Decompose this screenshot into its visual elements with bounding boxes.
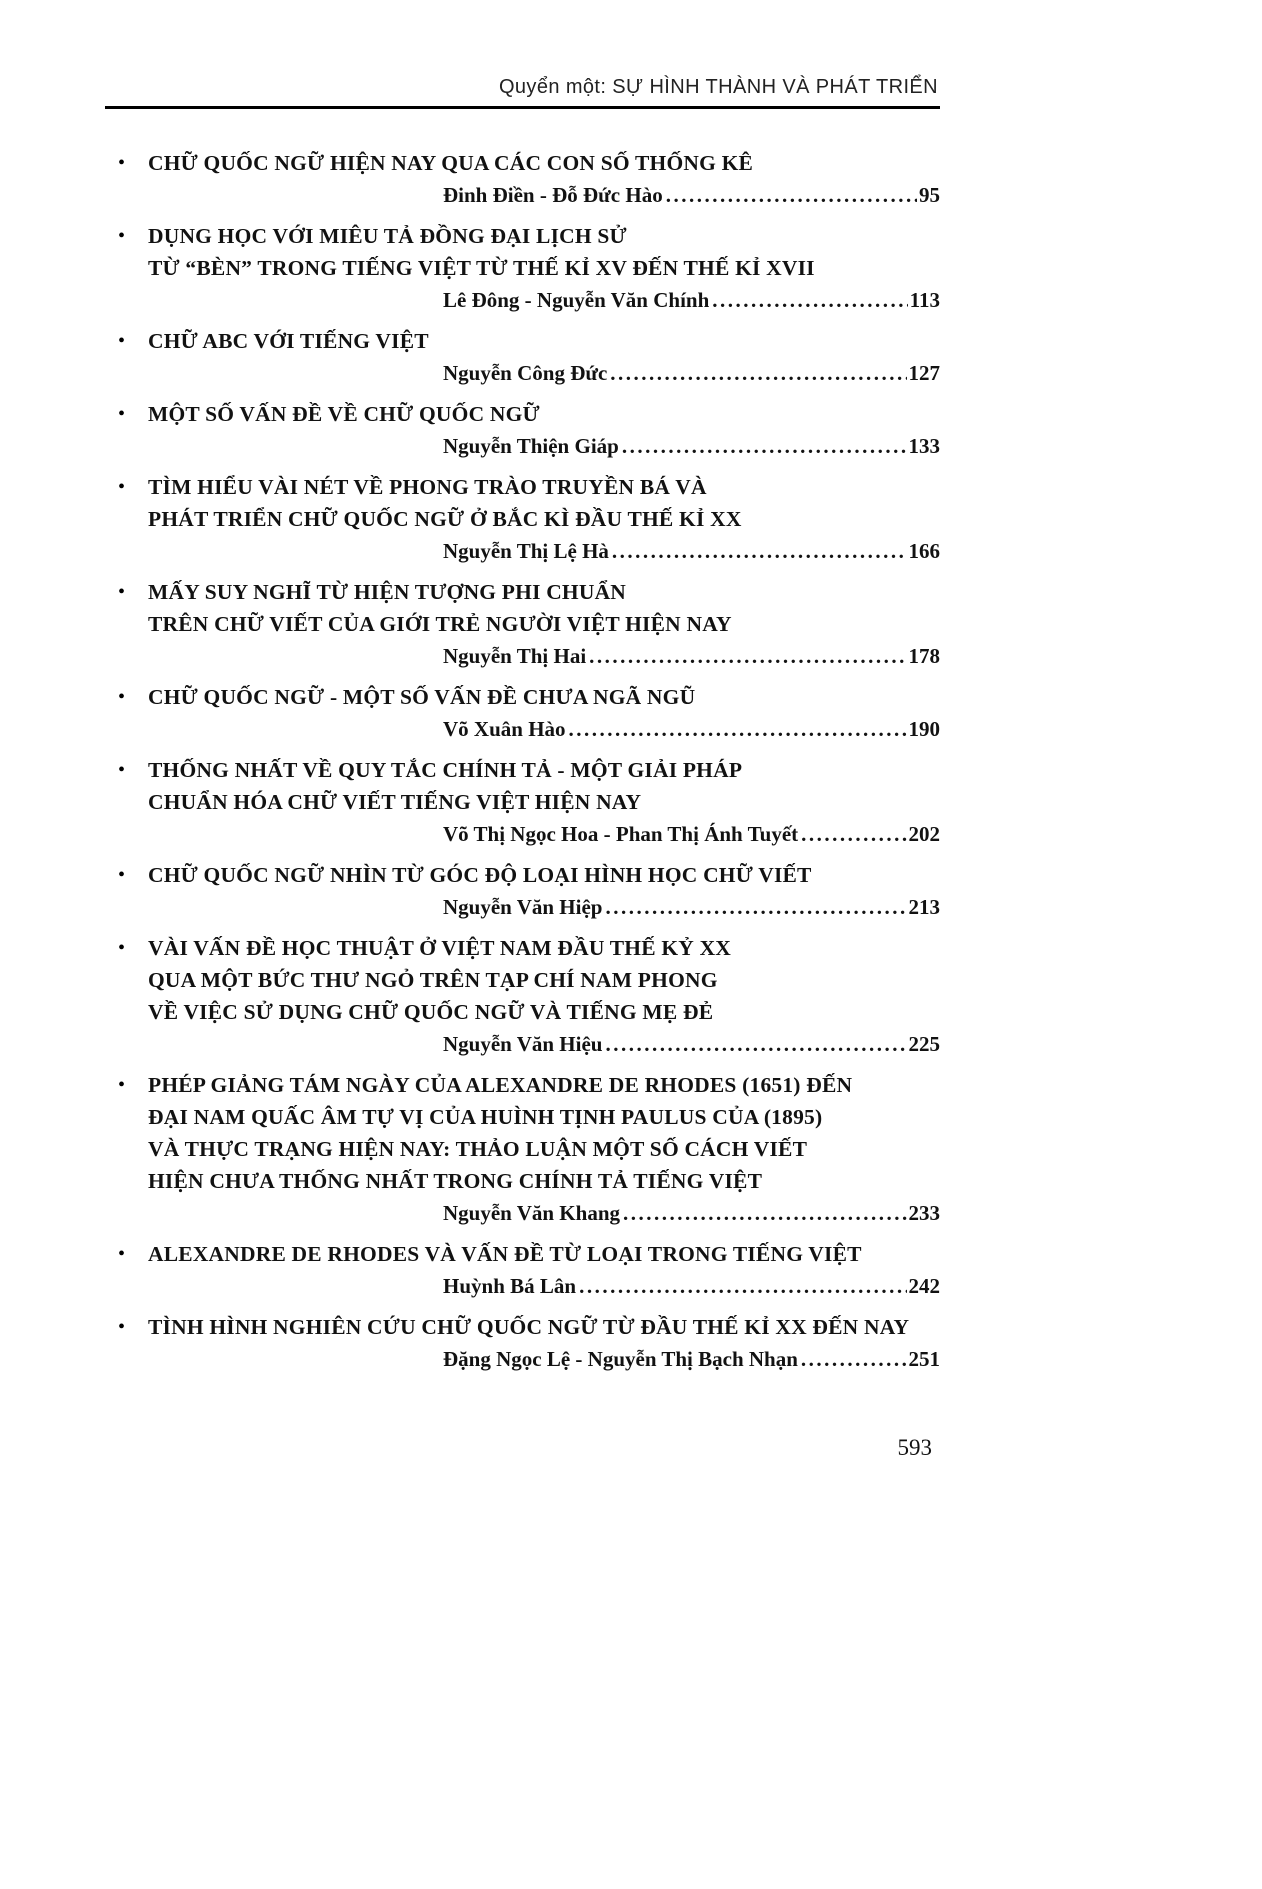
toc-entry: [105, 576, 940, 672]
entry-title: [148, 398, 940, 430]
entry-title-row: [105, 147, 940, 179]
entry-title-line: QUA MỘT BỨC THƯ NGỎ TRÊN TẠP CHÍ NAM PHONG: [148, 968, 718, 992]
entry-author-row: [443, 179, 940, 211]
entry-title-line: TÌNH HÌNH NGHIÊN CỨU CHỮ QUỐC NGỮ TỪ ĐẦU THẾ KỈ XX ĐẾN NAY: [148, 1315, 910, 1339]
toc-entry: [105, 398, 940, 462]
toc-entry: [105, 1311, 940, 1375]
dot-leader: [589, 640, 906, 672]
entry-title: [148, 471, 940, 535]
entry-authors: Võ Xuân Hào: [443, 717, 566, 741]
entry-title: [148, 859, 940, 891]
entry-authors: Nguyễn Văn Hiệu: [443, 1032, 603, 1056]
entry-title-row: [105, 398, 940, 430]
entry-authors: Nguyễn Văn Hiệp: [443, 895, 603, 919]
bullet-icon: •: [118, 1243, 126, 1265]
entry-title: [148, 147, 940, 179]
entry-page-number: 233: [908, 1201, 940, 1225]
entry-page-number: 113: [909, 288, 940, 312]
entry-authors: Huỳnh Bá Lân: [443, 1274, 577, 1298]
entry-authors: Đặng Ngọc Lệ - Nguyễn Thị Bạch Nhạn: [443, 1347, 798, 1371]
entry-title: [148, 576, 940, 640]
entry-title-line: VÀI VẤN ĐỀ HỌC THUẬT Ở VIỆT NAM ĐẦU THẾ KỶ XX: [148, 936, 732, 960]
entry-title-line: DỤNG HỌC VỚI MIÊU TẢ ĐỒNG ĐẠI LỊCH SỬ: [148, 224, 627, 248]
entry-title-line: VỀ VIỆC SỬ DỤNG CHỮ QUỐC NGỮ VÀ TIẾNG MẸ ĐẺ: [148, 1000, 714, 1024]
entry-title-line: MỘT SỐ VẤN ĐỀ VỀ CHỮ QUỐC NGỮ: [148, 402, 540, 426]
entry-title-line: THỐNG NHẤT VỀ QUY TẮC CHÍNH TẢ - MỘT GIẢI PHÁP: [148, 758, 743, 782]
toc-entry: [105, 681, 940, 745]
entry-page-number: 95: [919, 183, 940, 207]
entry-page-number: 166: [908, 539, 940, 563]
entry-title-line: PHÉP GIẢNG TÁM NGÀY CỦA ALEXANDRE DE RHODES (1651) ĐẾN: [148, 1073, 853, 1097]
entry-title-line: ALEXANDRE DE RHODES VÀ VẤN ĐỀ TỪ LOẠI TRONG TIẾNG VIỆT: [148, 1242, 862, 1266]
entry-page-number: 133: [908, 434, 940, 458]
entry-authors: Nguyễn Thị Hai: [443, 644, 587, 668]
bullet-icon: •: [118, 759, 126, 781]
entry-title: [148, 932, 940, 1028]
entry-page-number: 225: [908, 1032, 940, 1056]
entry-title-line: CHỮ QUỐC NGỮ NHÌN TỪ GÓC ĐỘ LOẠI HÌNH HỌC CHỮ VIẾT: [148, 863, 812, 887]
entry-page-number: 202: [908, 822, 940, 846]
entry-page-number: 251: [908, 1347, 940, 1371]
entry-title-line: CHỮ QUỐC NGỮ - MỘT SỐ VẤN ĐỀ CHƯA NGÃ NGŨ: [148, 685, 696, 709]
entry-title-row: [105, 1311, 940, 1343]
entry-title-line: ĐẠI NAM QUẤC ÂM TỰ VỊ CỦA HUÌNH TỊNH PAULUS CỦA (1895): [148, 1105, 823, 1129]
entry-title-row: [105, 325, 940, 357]
dot-leader: [666, 179, 917, 211]
entry-author-row: [443, 891, 940, 923]
bullet-icon: •: [118, 476, 126, 498]
bullet-icon: •: [118, 864, 126, 886]
entry-title-line: TÌM HIỂU VÀI NÉT VỀ PHONG TRÀO TRUYỀN BÁ VÀ: [148, 475, 707, 499]
bullet-icon: •: [118, 686, 126, 708]
entry-author-row: [443, 284, 940, 316]
bullet-icon: •: [118, 581, 126, 603]
toc-entry: [105, 754, 940, 850]
entry-title-line: TỪ “BÈN” TRONG TIẾNG VIỆT TỪ THẾ KỈ XV ĐẾN THẾ KỈ XVII: [148, 256, 815, 280]
entry-title-row: [105, 1069, 940, 1197]
entry-title-line: MẤY SUY NGHĨ TỪ HIỆN TƯỢNG PHI CHUẨN: [148, 580, 627, 604]
entry-title-line: CHUẨN HÓA CHỮ VIẾT TIẾNG VIỆT HIỆN NAY: [148, 790, 642, 814]
bullet-icon: •: [118, 937, 126, 959]
dot-leader: [801, 1343, 907, 1375]
entry-title: [148, 220, 940, 284]
entry-author-row: [443, 640, 940, 672]
entry-title: [148, 1238, 940, 1270]
toc-entry: [105, 325, 940, 389]
dot-leader: [801, 818, 906, 850]
entry-authors: Lê Đông - Nguyễn Văn Chính: [443, 288, 710, 312]
entry-title: [148, 325, 940, 357]
entry-title-line: VÀ THỰC TRẠNG HIỆN NAY: THẢO LUẬN MỘT SỐ CÁCH VIẾT: [148, 1137, 808, 1161]
toc-entry: [105, 932, 940, 1060]
toc-entry: [105, 1238, 940, 1302]
entry-author-row: [443, 1028, 940, 1060]
entry-title-line: CHỮ ABC VỚI TIẾNG VIỆT: [148, 329, 429, 353]
bullet-icon: •: [118, 330, 126, 352]
entry-title: [148, 681, 940, 713]
dot-leader: [623, 1197, 906, 1229]
toc-entry: [105, 220, 940, 316]
bullet-icon: •: [118, 403, 126, 425]
toc-list: [105, 147, 940, 1375]
entry-title-row: [105, 754, 940, 818]
bullet-icon: •: [118, 152, 126, 174]
dot-leader: [569, 713, 907, 745]
entry-title-row: [105, 220, 940, 284]
entry-authors: Nguyễn Thiện Giáp: [443, 434, 619, 458]
bullet-icon: •: [118, 1074, 126, 1096]
entry-authors: Nguyễn Công Đức: [443, 361, 608, 385]
entry-title-line: HIỆN CHƯA THỐNG NHẤT TRONG CHÍNH TẢ TIẾNG VIỆT: [148, 1169, 763, 1193]
entry-author-row: [443, 1343, 940, 1375]
entry-title-line: PHÁT TRIỂN CHỮ QUỐC NGỮ Ở BẮC KÌ ĐẦU THẾ KỈ XX: [148, 507, 742, 531]
page-number: 593: [897, 1435, 932, 1460]
entry-author-row: [443, 357, 940, 389]
entry-authors: Nguyễn Văn Khang: [443, 1201, 621, 1225]
entry-page-number: 127: [908, 361, 940, 385]
dot-leader: [579, 1270, 906, 1302]
dot-leader: [612, 535, 907, 567]
entry-title-row: [105, 576, 940, 640]
bullet-icon: •: [118, 225, 126, 247]
entry-page-number: 242: [908, 1274, 940, 1298]
dot-leader: [622, 430, 907, 462]
entry-title-line: TRÊN CHỮ VIẾT CỦA GIỚI TRẺ NGƯỜI VIỆT HIỆN NAY: [148, 612, 732, 636]
running-header: Quyển một: SỰ HÌNH THÀNH VÀ PHÁT TRIỂN: [498, 76, 938, 98]
entry-title-row: [105, 471, 940, 535]
entry-authors: Nguyễn Thị Lệ Hà: [443, 539, 609, 563]
entry-title: [148, 1069, 940, 1197]
entry-title-row: [105, 859, 940, 891]
toc-entry: [105, 1069, 940, 1229]
dot-leader: [605, 1028, 906, 1060]
entry-author-row: [443, 535, 940, 567]
dot-leader: [610, 357, 906, 389]
toc-entry: [105, 147, 940, 211]
entry-title: [148, 1311, 940, 1343]
entry-title-line: CHỮ QUỐC NGỮ HIỆN NAY QUA CÁC CON SỐ THỐNG KÊ: [148, 151, 754, 175]
entry-author-row: [443, 1270, 940, 1302]
entry-authors: Đinh Điền - Đỗ Đức Hào: [443, 183, 663, 207]
toc-entry: [105, 859, 940, 923]
entry-page-number: 178: [908, 644, 940, 668]
entry-title-row: [105, 932, 940, 1028]
entry-author-row: [443, 818, 940, 850]
entry-author-row: [443, 713, 940, 745]
entry-title-row: [105, 681, 940, 713]
bullet-icon: •: [118, 1316, 126, 1338]
header-rule: [105, 106, 940, 109]
dot-leader: [605, 891, 906, 923]
entry-page-number: 213: [908, 895, 940, 919]
page-footer: [105, 1435, 940, 1461]
toc-entry: [105, 471, 940, 567]
dot-leader: [712, 284, 907, 316]
entry-page-number: 190: [908, 717, 940, 741]
entry-authors: Võ Thị Ngọc Hoa - Phan Thị Ánh Tuyết: [443, 822, 799, 846]
entry-title-row: [105, 1238, 940, 1270]
entry-author-row: [443, 1197, 940, 1229]
entry-author-row: [443, 430, 940, 462]
entry-title: [148, 754, 940, 818]
